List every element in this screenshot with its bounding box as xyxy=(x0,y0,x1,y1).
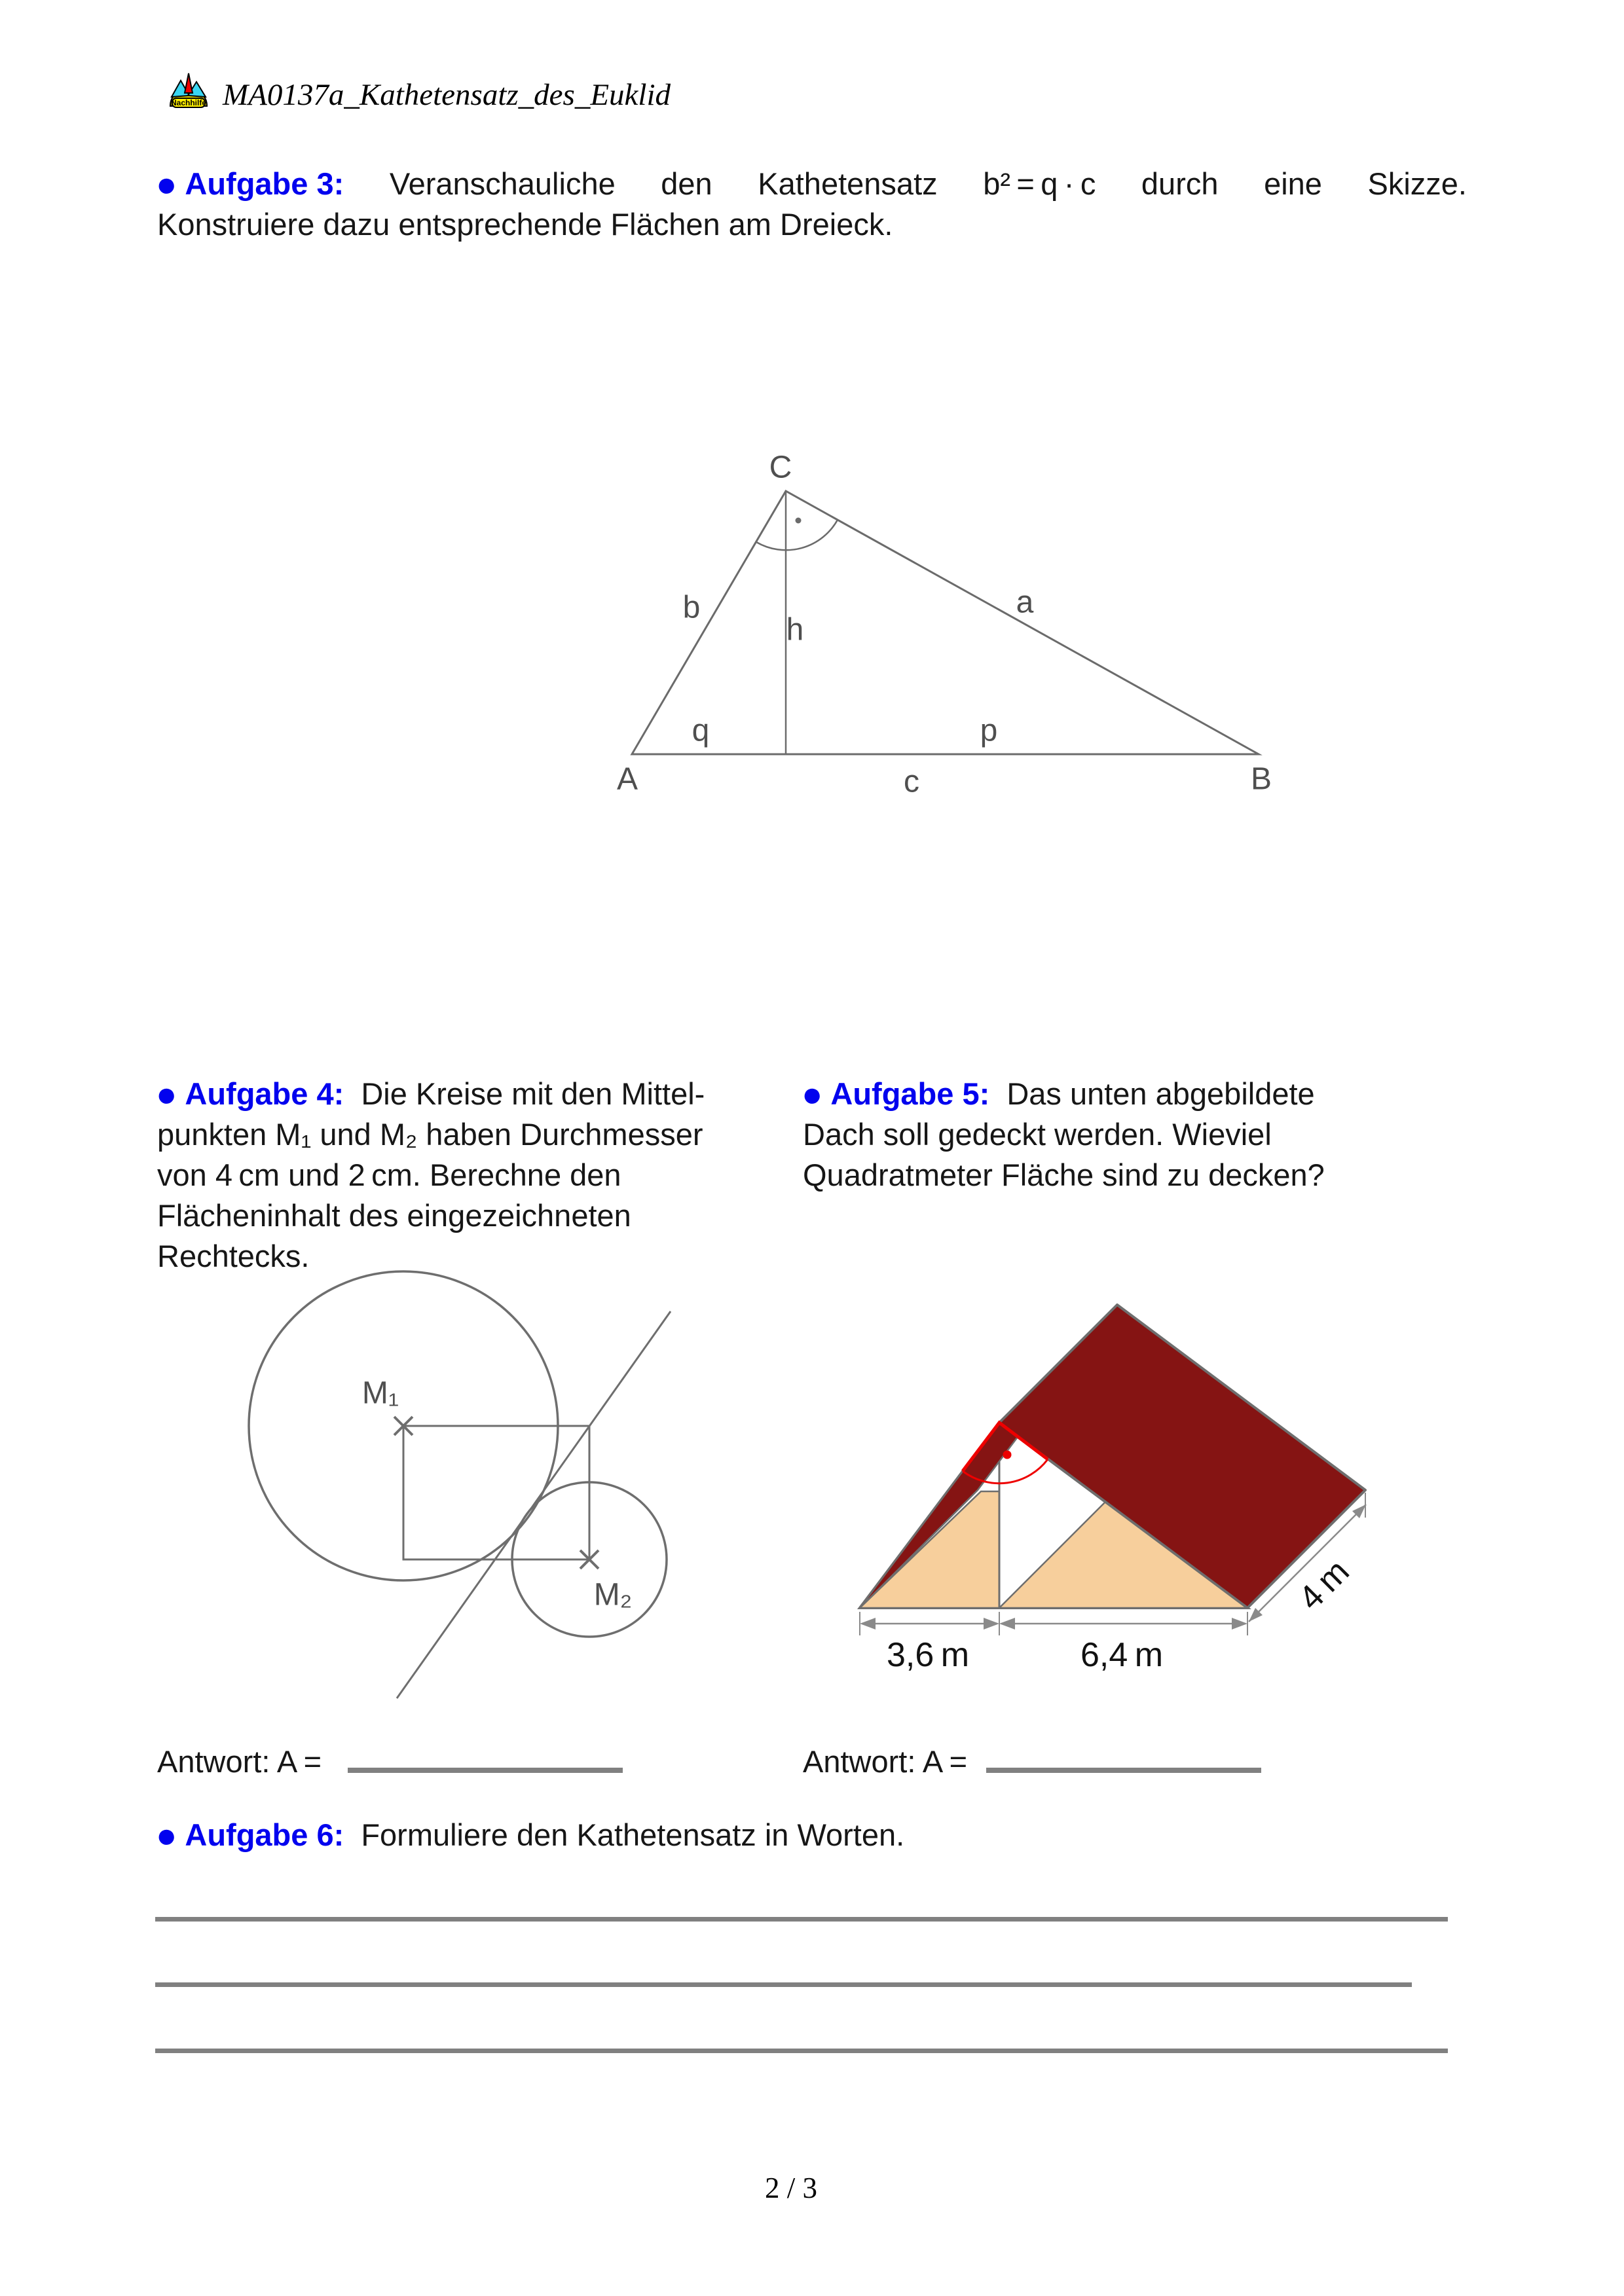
word: b² = q · c xyxy=(983,166,1096,201)
triangle-outline xyxy=(632,491,1259,754)
bullet-icon: ● xyxy=(155,1814,177,1855)
segment-label-p: p xyxy=(980,713,998,748)
dimension-label-3-6m: 3,6 m xyxy=(886,1636,970,1674)
dimension-right xyxy=(999,1618,1247,1630)
vertex-label-A: A xyxy=(616,761,638,797)
answer-left-label: Antwort: A = xyxy=(157,1744,322,1779)
task5-heading xyxy=(801,1073,998,1114)
segment-label-q: q xyxy=(692,713,710,748)
inscribed-rectangle xyxy=(403,1426,589,1559)
vertex-label-B: B xyxy=(1250,761,1272,797)
two-circles-figure xyxy=(229,1231,727,1755)
dimension-left xyxy=(860,1618,999,1630)
task5-paragraph xyxy=(803,1074,1325,1195)
task3-line1 xyxy=(157,164,1467,204)
bullet-icon: ● xyxy=(801,1073,823,1114)
page-number: 2 / 3 xyxy=(764,2172,817,2204)
word: den xyxy=(661,166,712,201)
word: Veranschauliche xyxy=(389,166,616,201)
side-label-c: c xyxy=(904,764,919,799)
answer-right-label: Antwort: A = xyxy=(803,1744,968,1779)
task6-text: Formuliere den Kathetensatz in Worten. xyxy=(361,1817,905,1852)
document-title: MA0137a_Kathetensatz_des_Euklid xyxy=(223,78,671,112)
dimension-label-6-4m: 6,4 m xyxy=(1080,1636,1164,1674)
task4-heading xyxy=(155,1073,352,1114)
right-triangle-figure xyxy=(589,452,1310,818)
word: eine xyxy=(1264,166,1322,201)
task6-paragraph xyxy=(157,1815,904,1855)
center-label-M1: M₁ xyxy=(361,1376,399,1411)
right-angle-arc xyxy=(756,520,838,550)
bullet-icon: ● xyxy=(155,163,177,204)
task3-heading xyxy=(157,164,344,204)
nachhilfe-logo-icon xyxy=(168,72,210,109)
common-tangent-line xyxy=(397,1311,671,1698)
task5-line2: Dach soll gedeckt werden. Wieviel xyxy=(803,1117,1272,1152)
task5-label: Aufgabe 5: xyxy=(830,1076,990,1111)
task3-line2: Konstruiere dazu entsprechende Flächen am Dreieck. xyxy=(157,207,893,242)
answer-right-blank xyxy=(986,1768,1261,1773)
height-label-h: h xyxy=(786,612,804,647)
task5-line1-text: Das unten abgebildete xyxy=(1006,1076,1315,1111)
dimension-label-4m: 4 m xyxy=(1291,1552,1357,1618)
task4-line3: von 4 cm und 2 cm. Berechne den xyxy=(157,1157,621,1192)
answer-left-blank xyxy=(348,1768,623,1773)
word: Kathetensatz xyxy=(758,166,938,201)
gable-left-peach-triangle xyxy=(860,1491,999,1608)
task4-line1 xyxy=(157,1074,705,1114)
center-label-M2: M₂ xyxy=(593,1577,633,1613)
writing-line-3 xyxy=(155,2049,1448,2053)
task3-label: Aufgabe 3: xyxy=(185,166,344,201)
task3-paragraph xyxy=(157,164,1467,245)
side-label-b: b xyxy=(682,590,701,625)
task4-line5: Rechtecks. xyxy=(157,1239,310,1273)
task4-line1-text: Die Kreise mit den Mittel- xyxy=(361,1076,705,1111)
task6-label: Aufgabe 6: xyxy=(185,1817,344,1852)
writing-line-1 xyxy=(155,1917,1448,1922)
task4-line4: Flächeninhalt des eingezeichneten xyxy=(157,1198,631,1233)
task4-label: Aufgabe 4: xyxy=(185,1076,344,1111)
writing-line-2 xyxy=(155,1982,1412,1987)
task6-heading xyxy=(155,1814,352,1855)
right-angle-dot xyxy=(796,518,802,524)
task5-line1 xyxy=(803,1074,1325,1114)
word: durch xyxy=(1141,166,1219,201)
apex-angle-dot xyxy=(1003,1451,1012,1459)
side-label-a: a xyxy=(1016,585,1034,620)
logo-red-peak xyxy=(185,73,193,93)
task4-line2: punkten M₁ und M₂ haben Durchmesser xyxy=(157,1117,703,1152)
word: Skizze. xyxy=(1367,166,1467,201)
logo-text: Nachhilfe xyxy=(170,98,207,107)
vertex-label-C: C xyxy=(769,450,792,485)
task5-line3: Quadratmeter Fläche sind zu decken? xyxy=(803,1157,1325,1192)
bullet-icon: ● xyxy=(155,1073,177,1114)
